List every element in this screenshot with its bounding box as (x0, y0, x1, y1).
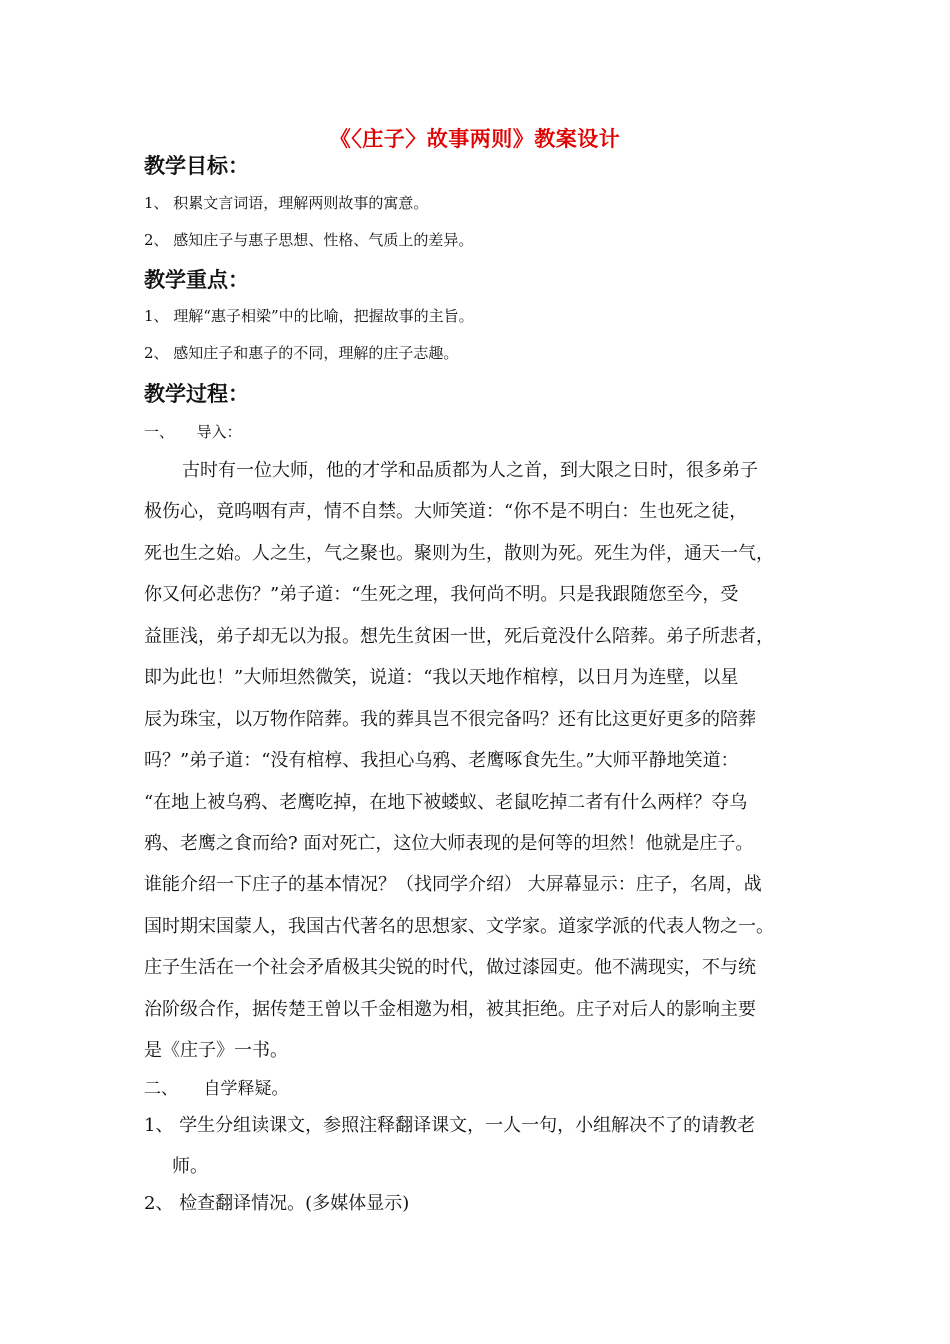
focus-item: 2、 感知庄子和惠子的不同，理解的庄子志趣。 (144, 344, 459, 362)
story-line: 谁能介绍一下庄子的基本情况？（找同学介绍） 大屏幕显示：庄子，名周，战 (144, 874, 762, 895)
step2-label: 二、 自学释疑。 (144, 1079, 289, 1099)
document-title: 《〈庄子〉故事两则》教案设计 (329, 126, 621, 151)
story-line: 辰为珠宝，以万物作陪葬。我的葬具岂不很完备吗？还有比这更好更多的陪葬 (144, 709, 756, 730)
story-line: 国时期宋国蒙人，我国古代著名的思想家、文学家。道家学派的代表人物之一。 (144, 916, 774, 937)
process-heading: 教学过程： (144, 381, 249, 406)
story-line: 庄子生活在一个社会矛盾极其尖锐的时代，做过漆园吏。他不满现实，不与统 (144, 957, 756, 978)
story-line: 吗？”弟子道：“没有棺椁、我担心乌鸦、老鹰啄食先生。”大师平静地笑道： (144, 750, 739, 771)
focus-heading: 教学重点： (144, 267, 249, 292)
story-line: 是《庄子》一书。 (144, 1040, 288, 1061)
goals-heading: 教学目标： (144, 153, 249, 178)
story-line: 死也生之始。人之生，气之聚也。聚则为生，散则为死。死生为伴，通天一气， (144, 543, 774, 564)
step1-label: 一、 导入： (144, 423, 242, 441)
goal-item: 1、 积累文言词语，理解两则故事的寓意。 (144, 194, 429, 212)
step2-item: 师。 (172, 1156, 208, 1177)
story-line: 即为此也！”大师坦然微笑，说道：“我以天地作棺椁，以日月为连壁，以星 (144, 667, 739, 688)
focus-item: 1、 理解“惠子相梁”中的比喻，把握故事的主旨。 (144, 307, 474, 325)
story-line: 你又何必悲伤？”弟子道：“生死之理，我何尚不明。只是我跟随您至今，受 (144, 584, 739, 605)
story-line: 益匪浅，弟子却无以为报。想先生贫困一世，死后竟没什么陪葬。弟子所悲者， (144, 626, 774, 647)
story-line: 极伤心，竟呜咽有声，情不自禁。大师笑道：“你不是不明白：生也死之徒， (144, 501, 748, 522)
story-line: 治阶级合作，据传楚王曾以千金相邀为相，被其拒绝。庄子对后人的影响主要 (144, 999, 756, 1020)
story-line: 鸦、老鹰之食而给? 面对死亡，这位大师表现的是何等的坦然！他就是庄子。 (144, 833, 754, 854)
step2-item: 1、 学生分组读课文，参照注释翻译课文，一人一句，小组解决不了的请教老 (144, 1115, 756, 1136)
story-line: 古时有一位大师，他的才学和品质都为人之首，到大限之日时，很多弟子 (182, 460, 758, 481)
goal-item: 2、 感知庄子与惠子思想、性格、气质上的差异。 (144, 231, 474, 249)
story-line: “在地上被乌鸦、老鹰吃掉，在地下被蝼蚁、老鼠吃掉二者有什么两样？夺乌 (144, 792, 748, 813)
step2-item: 2、 检查翻译情况。(多媒体显示) (144, 1193, 410, 1214)
